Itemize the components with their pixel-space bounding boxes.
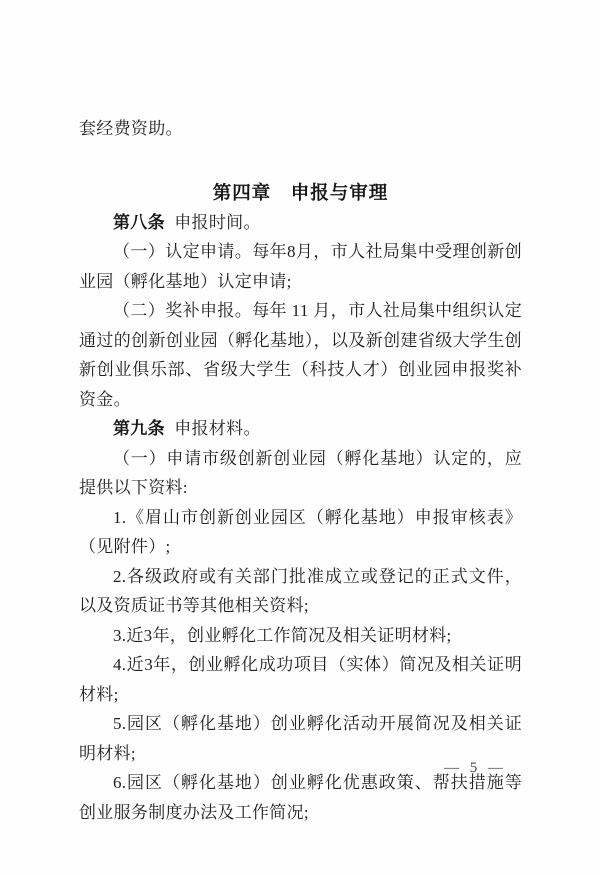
- article-9-intro: （一）申请市级创新创业园（孵化基地）认定的，应提供以下资料:: [79, 448, 522, 497]
- article-9-item-6: 6.园区（孵化基地）创业孵化优惠政策、帮扶措施等创业服务制度办法及工作简况;: [79, 773, 522, 822]
- article-8-title: 申报时间。: [174, 212, 261, 232]
- article-9-item-4: 4.近3年，创业孵化成功项目（实体）简况及相关证明材料;: [79, 655, 522, 704]
- article-9-title: 申报材料。: [174, 419, 261, 438]
- article-9-number: 第九条: [113, 419, 165, 438]
- article-9-item-2: 2.各级政府或有关部门批准成立或登记的正式文件，以及资质证书等其他相关资料;: [79, 566, 522, 615]
- article-8-title-line: [79, 208, 522, 238]
- article-9-item-1: 1.《眉山市创新创业园区（孵化基地）申报审核表》（见附件）;: [79, 507, 522, 556]
- page-number: — 5 —: [444, 760, 504, 776]
- document-body: [79, 114, 522, 827]
- article-8-item-2: （二）奖补申报。每年 11 月，市人社局集中组织认定通过的创新创业园（孵化基地），以及新创建省级大学生创新创业俱乐部、省级大学生（科技人才）创业园申报奖补资金。: [79, 301, 522, 409]
- article-9-title-line: [79, 414, 522, 444]
- chapter-heading: 第四章 申报与审理: [212, 182, 389, 203]
- article-8-number: 第八条: [113, 212, 165, 232]
- article-9-item-3: 3.近3年，创业孵化工作简况及相关证明材料;: [113, 625, 452, 645]
- article-9-item-5: 5.园区（孵化基地）创业孵化活动开展简况及相关证明材料;: [79, 714, 522, 763]
- article-8-item-1: （一）认定申请。每年8月，市人社局集中受理创新创业园（孵化基地）认定申请;: [79, 242, 522, 291]
- continuation-paragraph: 套经费资助。: [79, 119, 183, 138]
